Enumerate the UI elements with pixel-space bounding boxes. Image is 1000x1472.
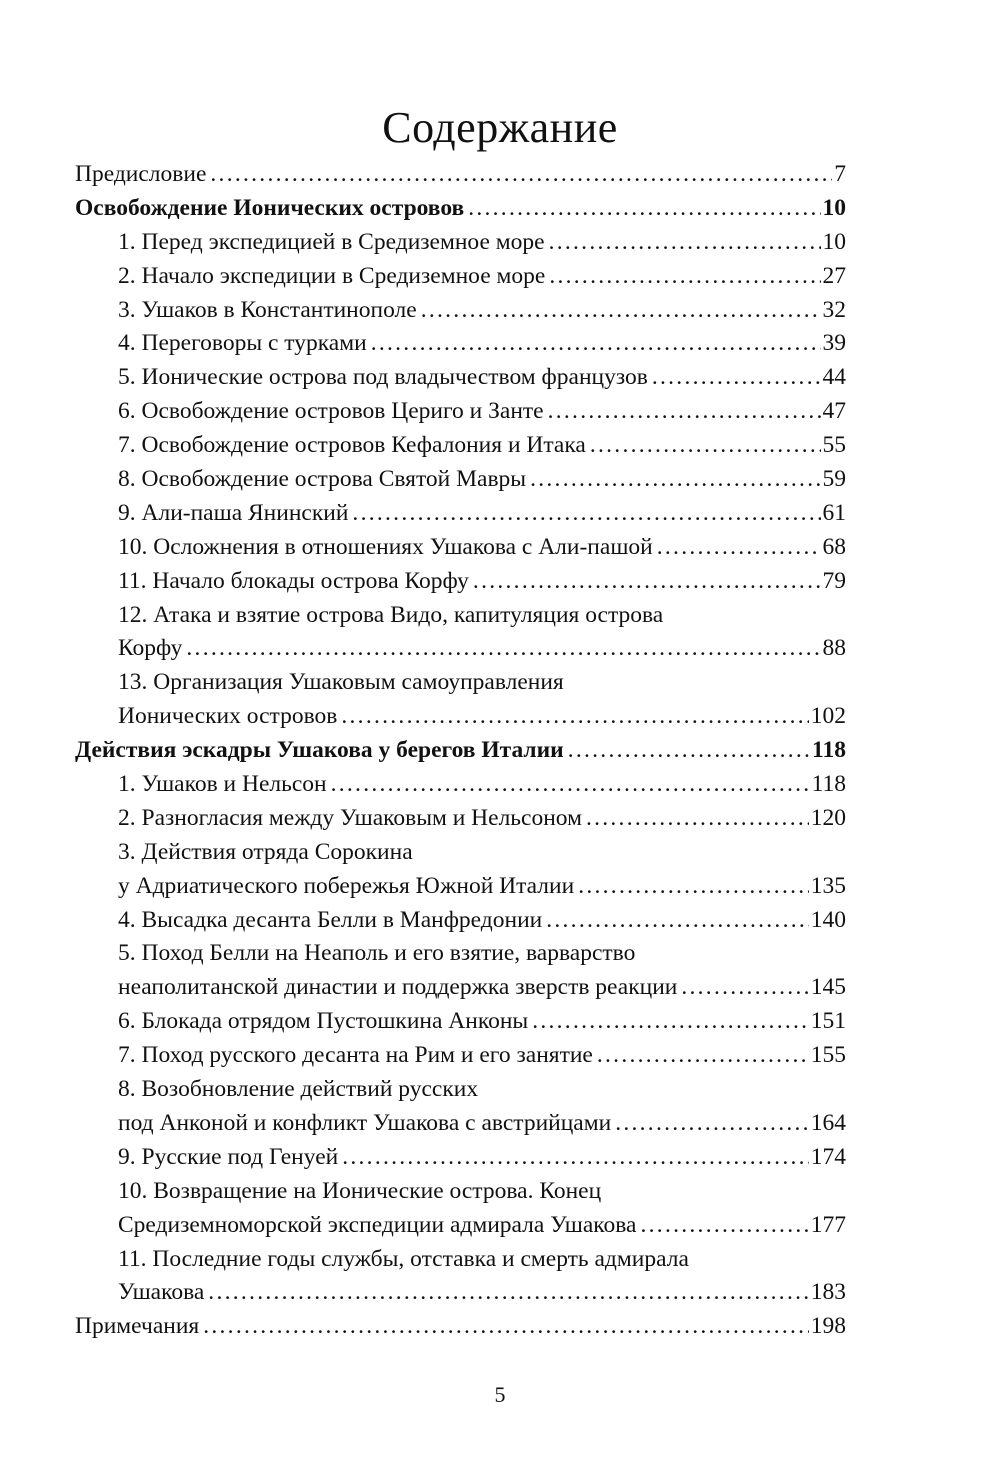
toc-entry-title: 11. Начало блокады острова Корфу — [118, 567, 469, 594]
toc-entry — [75, 734, 846, 768]
toc-entry-title: 8. Освобождение острова Святой Мавры — [118, 466, 527, 493]
toc-entry-page: 61 — [822, 499, 846, 526]
toc-entry — [75, 802, 846, 836]
toc-entry — [75, 361, 846, 395]
toc-entry-page: 118 — [812, 737, 846, 764]
dot-leader — [206, 158, 832, 192]
toc-entry-page: 102 — [810, 703, 846, 730]
toc-entry-page: 177 — [810, 1211, 846, 1238]
toc-entry-page: 183 — [810, 1279, 846, 1306]
toc-entry-page: 118 — [811, 771, 846, 798]
toc-entry — [75, 1039, 846, 1073]
toc-entry — [75, 599, 846, 633]
toc-entry-title: 9. Русские под Генуей — [118, 1143, 339, 1170]
toc-entry-title: 11. Последние годы службы, отставка и смерть адмирала — [118, 1245, 689, 1272]
toc-entry — [75, 836, 846, 870]
dot-leader — [338, 1141, 809, 1175]
toc-entry-title: 6. Блокада отрядом Пустошкина Анконы — [118, 1008, 529, 1035]
toc-entry-title: Предисловие — [75, 161, 207, 187]
toc-entry-title: Примечания — [75, 1313, 200, 1340]
toc-entry — [75, 1073, 846, 1107]
toc-entry — [75, 192, 846, 226]
toc-entry-title: 2. Начало экспедиции в Средиземное море — [118, 262, 546, 289]
toc-entry-title: 10. Осложнения в отношениях Ушакова с Али-пашой — [118, 533, 653, 560]
toc-entry — [75, 497, 846, 531]
toc-entry — [75, 1005, 846, 1039]
toc-entry-page: 164 — [810, 1109, 846, 1136]
toc-entry-page: 39 — [822, 330, 846, 357]
toc-entry — [75, 1243, 846, 1277]
toc-entry-title: 8. Возобновление действий русских — [118, 1076, 479, 1103]
toc-entry — [75, 1107, 846, 1141]
dot-leader — [564, 734, 810, 768]
dot-leader — [348, 497, 820, 531]
dot-leader — [417, 294, 821, 328]
dot-leader — [464, 192, 820, 226]
toc-entry-title: 2. Разногласия между Ушаковым и Нельсоном — [118, 804, 582, 831]
dot-leader — [677, 971, 808, 1005]
toc-entry — [75, 531, 846, 565]
dot-leader — [648, 361, 821, 395]
toc-entry-title: 5. Поход Белли на Неаполь и его взятие, варварство — [118, 940, 636, 967]
toc-entry-page: 145 — [810, 974, 846, 1001]
toc-entry-page: 32 — [822, 296, 846, 323]
toc-entry-title: 4. Переговоры с турками — [118, 330, 367, 357]
toc-entry — [75, 260, 846, 294]
toc-entry-page: 7 — [834, 161, 846, 187]
toc-entry-page: 155 — [810, 1042, 846, 1069]
toc-entry — [75, 870, 846, 904]
dot-leader — [586, 429, 821, 463]
toc-entry-page: 151 — [810, 1008, 846, 1035]
toc-entry-title: Корфу — [118, 635, 183, 662]
toc-entry-page: 198 — [810, 1313, 846, 1340]
dot-leader — [182, 632, 820, 666]
dot-leader — [544, 395, 821, 429]
toc-entry — [75, 1209, 846, 1243]
page-number: 5 — [494, 1382, 506, 1407]
toc-entry — [75, 937, 846, 971]
toc-entry-title: у Адриатического побережья Южной Италии — [118, 872, 575, 899]
dot-leader — [611, 1107, 809, 1141]
toc-entry — [75, 429, 846, 463]
toc-entry-title: Средиземноморской экспедиции адмирала Ушакова — [118, 1211, 637, 1238]
toc-entry-title: 12. Атака и взятие острова Видо, капитуляция острова — [118, 601, 664, 628]
toc-entry-page: 140 — [810, 906, 846, 933]
toc-entry-page: 59 — [822, 466, 846, 493]
dot-leader — [574, 870, 809, 904]
toc-entry-title: 1. Ушаков и Нельсон — [118, 771, 327, 798]
toc-entry — [75, 1310, 846, 1344]
toc-entry — [75, 294, 846, 328]
toc-entry-page: 120 — [810, 804, 846, 831]
toc-entry-page: 10 — [822, 194, 846, 221]
toc-entry — [75, 1141, 846, 1175]
toc-entry — [75, 700, 846, 734]
toc-entry — [75, 768, 846, 802]
dot-leader — [653, 531, 821, 565]
toc-entry-title: 5. Ионические острова под владычеством французов — [118, 364, 648, 391]
dot-leader — [593, 1039, 809, 1073]
toc-entry — [75, 971, 846, 1005]
toc-entry-page: 88 — [822, 635, 846, 662]
toc-entry — [75, 226, 846, 260]
toc-entry-page: 68 — [822, 533, 846, 560]
toc-entry-title: Действия эскадры Ушакова у берегов Италии — [75, 737, 564, 764]
toc-entry — [75, 1276, 846, 1310]
dot-leader — [469, 565, 821, 599]
toc-entry — [75, 463, 846, 497]
toc-entry — [75, 632, 846, 666]
toc-entry — [75, 158, 846, 192]
toc-entry-page: 44 — [822, 364, 846, 391]
dot-leader — [528, 1005, 809, 1039]
dot-leader — [367, 327, 821, 361]
toc-entry-title: 3. Ушаков в Константинополе — [118, 296, 417, 323]
toc-entry-title: Ушакова — [118, 1279, 205, 1306]
toc-entry-page: 135 — [810, 872, 846, 899]
toc-entry-title: под Анконой и конфликт Ушакова с австрийцами — [118, 1109, 612, 1136]
dot-leader — [545, 260, 820, 294]
dot-leader — [199, 1310, 809, 1344]
toc-entry-title: 4. Высадка десанта Белли в Манфредонии — [118, 906, 543, 933]
page-title: Содержание — [382, 103, 618, 152]
toc-entry-title: 7. Поход русского десанта на Рим и его занятие — [118, 1042, 593, 1069]
toc-entry-title: неаполитанской династии и поддержка зверств реакции — [118, 974, 678, 1001]
table-of-contents — [75, 158, 846, 1344]
dot-leader — [542, 904, 809, 938]
dot-leader — [582, 802, 809, 836]
dot-leader — [204, 1276, 808, 1310]
toc-entry-title: 9. Али-паша Янинский — [118, 499, 349, 526]
toc-entry — [75, 1175, 846, 1209]
toc-entry — [75, 904, 846, 938]
toc-entry-title: 1. Перед экспедицией в Средиземное море — [118, 228, 545, 255]
toc-entry-title: 7. Освобождение островов Кефалония и Итака — [118, 432, 586, 459]
toc-entry-page: 174 — [810, 1143, 846, 1170]
toc-entry-page: 55 — [822, 432, 846, 459]
toc-entry-page: 10 — [822, 228, 846, 255]
toc-entry — [75, 565, 846, 599]
toc-entry-title: Ионических островов — [118, 703, 338, 730]
dot-leader — [545, 226, 821, 260]
dot-leader — [526, 463, 820, 497]
toc-entry-title: 6. Освобождение островов Цериго и Занте — [118, 398, 544, 425]
dot-leader — [337, 700, 808, 734]
toc-entry-title: 3. Действия отряда Сорокина — [118, 838, 413, 865]
toc-entry-title: 10. Возвращение на Ионические острова. Конец — [118, 1177, 602, 1204]
dot-leader — [637, 1209, 809, 1243]
toc-entry — [75, 395, 846, 429]
toc-entry — [75, 327, 846, 361]
toc-entry-title: Освобождение Ионических островов — [75, 194, 465, 221]
dot-leader — [327, 768, 810, 802]
toc-entry-page: 79 — [822, 567, 846, 594]
toc-entry — [75, 666, 846, 700]
toc-entry-title: 13. Организация Ушаковым самоуправления — [118, 669, 564, 696]
toc-entry-page: 27 — [822, 262, 846, 289]
toc-entry-page: 47 — [822, 398, 846, 425]
